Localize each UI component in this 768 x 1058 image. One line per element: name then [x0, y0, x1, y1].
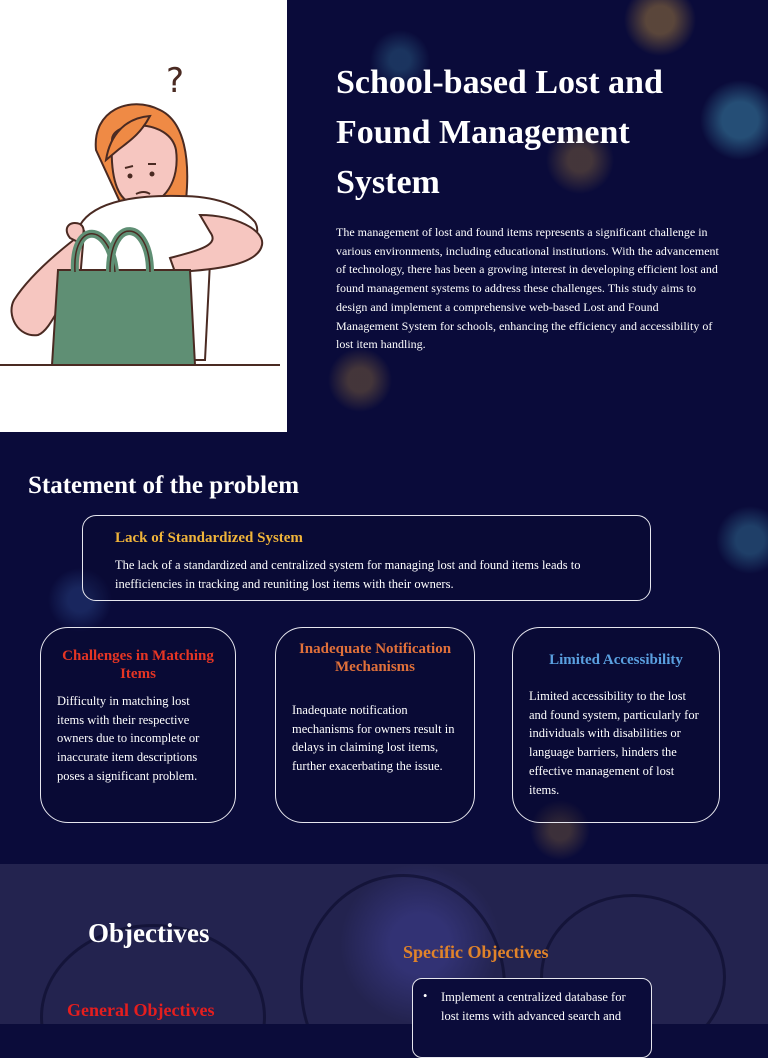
list-item: • Implement a centralized database for lost items with advanced search and — [441, 988, 639, 1026]
general-objectives-heading: General Objectives — [67, 1000, 215, 1020]
question-mark-icon: ? — [166, 61, 185, 101]
problem-card-standardized — [82, 515, 651, 601]
card-title: Lack of Standardized System — [115, 530, 303, 546]
problem-card-matching — [40, 627, 236, 823]
card-title: Inadequate Notification Mechanisms — [298, 641, 452, 675]
student-with-bag-image — [0, 0, 287, 432]
problem-card-accessibility — [512, 627, 720, 823]
confused-student-illustration — [0, 0, 287, 432]
card-text: The lack of a standardized and centralized system for managing lost and found items leads to inefficiencies in tracking and reuniting lost items with their owners. — [115, 558, 581, 591]
card-text: Limited accessibility to the lost and found system, particularly for individuals with disabilities or language barriers, hinders the effective management of lost items. — [529, 689, 699, 797]
card-text: Inadequate notification mechanisms for owners result in delays in claiming lost items, further exacerbating the issue. — [292, 703, 455, 774]
problem-heading: Statement of the problem — [28, 472, 300, 499]
page-title: School-based Lost and Found Management System — [336, 64, 663, 201]
card-title: Challenges in Matching Items — [62, 648, 214, 682]
specific-objectives-list — [441, 988, 639, 1026]
problem-card-notification — [275, 627, 475, 823]
objectives-heading: Objectives — [88, 918, 210, 948]
specific-objectives-heading: Specific Objectives — [403, 942, 549, 962]
card-text: Difficulty in matching lost items with their respective owners due to incomplete or inaccurate item descriptions poses a significant problem. — [57, 694, 200, 783]
specific-objectives-card — [412, 978, 652, 1058]
card-title: Limited Accessibility — [549, 652, 683, 668]
intro-paragraph: The management of lost and found items represents a significant challenge in various environments, including educational institutions. With the advancement of technology, there has been a growing interest in developing efficient lost and found management systems to address these challenges. This study aims to design and implement a comprehensive web-based Lost and Found Management System for schools, enhancing the efficiency and accessibility of lost item handling. — [336, 225, 719, 352]
